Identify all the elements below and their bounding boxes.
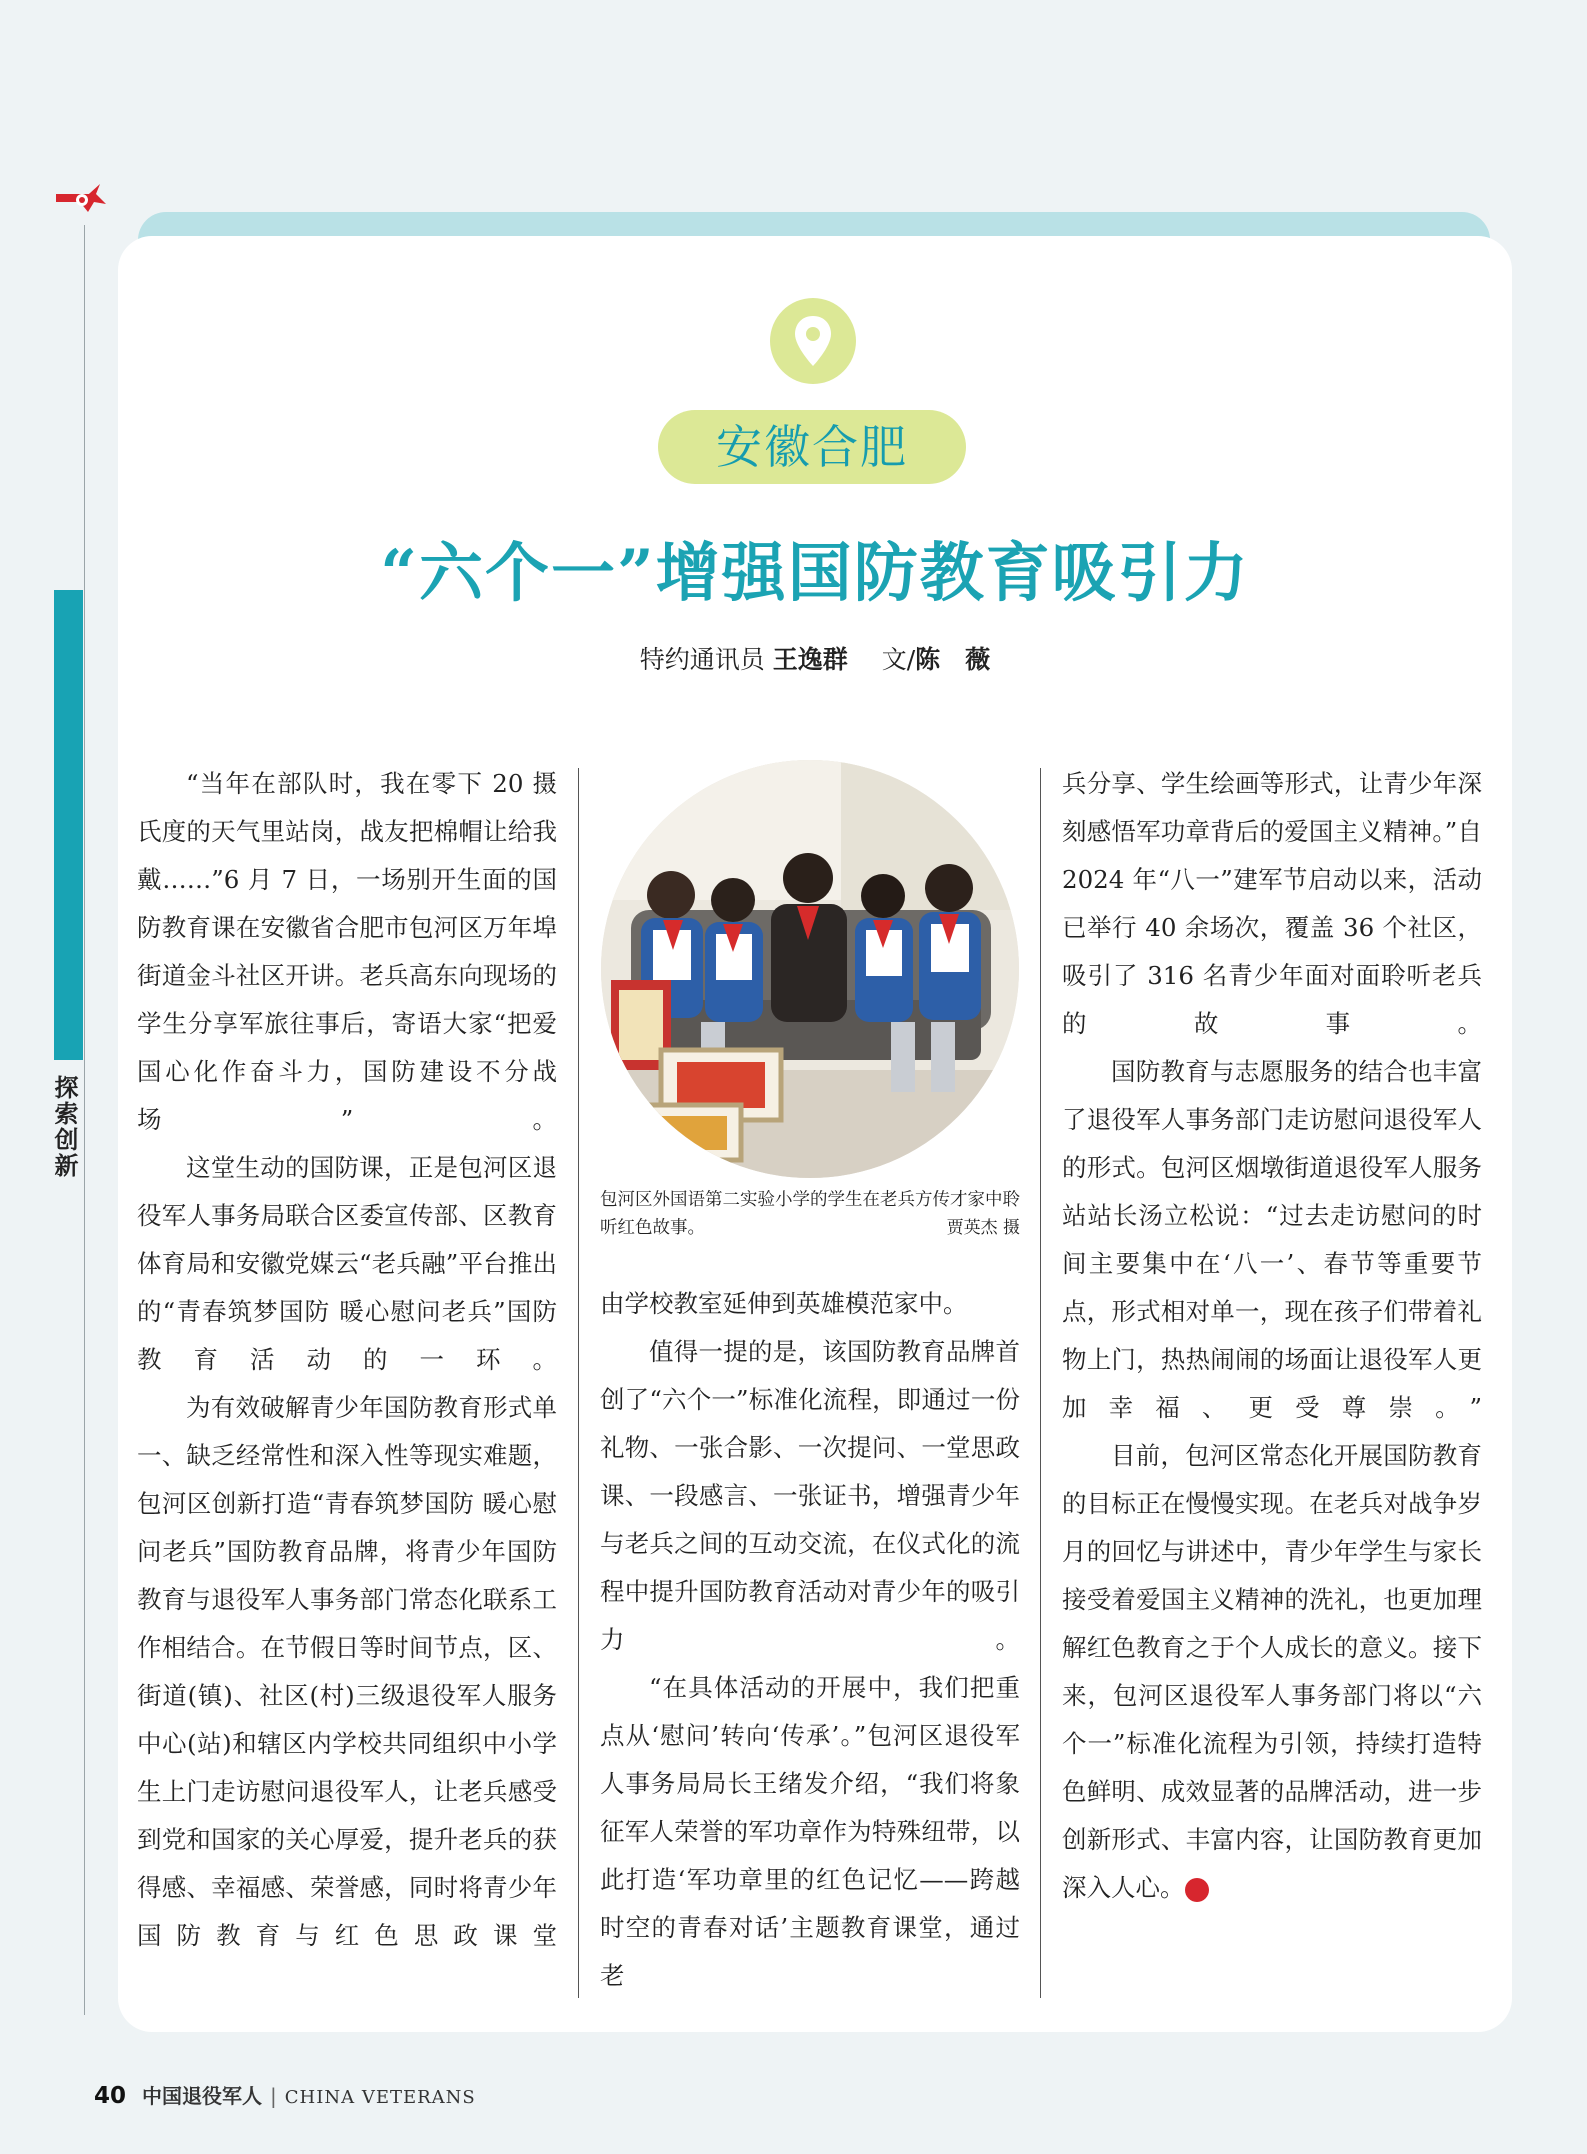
byline-role: 特约通讯员: [639, 645, 765, 674]
paragraph-text: 目前，包河区常态化开展国防教育的目标正在慢慢实现。在老兵对战争岁月的回忆与讲述中，青少年学生与家长接受着爱国主义精神的洗礼，也更加理解红色教育之于个人成长的意义。接下来，包河区退役军人事务部门将以“六个一”标准化流程为引领，持续打造特色鲜明、成效显著的品牌活动，进一步创新形式、丰富内容，让国防教育更加深入人心。: [1062, 1441, 1482, 1902]
article-title: “六个一”增强国防教育吸引力: [380, 536, 1250, 611]
paragraph: 为有效破解青少年国防教育形式单一、缺乏经常性和深入性等现实难题，包河区创新打造“青春筑梦国防 暖心慰问老兵”国防教育品牌，将青少年国防教育与退役军人事务部门常态化联系工作相结合。在节假日等时间节点，区、街道(镇)、社区(村)三级退役军人服务中心(站)和辖区内学校共同组织中小学生上门走访慰问退役军人，让老兵感受到党和国家的关心厚爱，提升老兵的获得感、幸福感、荣誉感，同时将青少年国防教育与红色思政课堂: [137, 1393, 557, 1950]
article-column-3: [1062, 760, 1482, 1912]
paragraph: [1062, 1432, 1482, 1912]
end-mark-icon: V: [1185, 1878, 1209, 1902]
article-photo: [601, 760, 1019, 1178]
article-byline: [150, 640, 1480, 676]
ribbon-logo-icon: [54, 180, 110, 220]
byline-reporter: 王逸群: [772, 645, 848, 674]
byline-author: 陈 薇: [915, 645, 991, 674]
photo-caption: [600, 1186, 1020, 1242]
paragraph: 兵分享、学生绘画等形式，让青少年深刻感悟军功章背后的爱国主义精神。”自 2024 年“八一”建军节启动以来，活动已举行 40 余场次，覆盖 36 个社区，吸引了 316 名青少年面对面聆听老兵的故事。: [1062, 769, 1482, 1038]
photo-illustration: [601, 760, 1019, 1178]
section-color-bar: [54, 590, 83, 1060]
page-number: 40: [94, 2083, 127, 2109]
caption-text: 包河区外国语第二实验小学的学生在老兵方传才家中聆听红色故事。: [600, 1190, 1020, 1238]
paragraph: 由学校教室延伸到英雄模范家中。: [600, 1289, 968, 1318]
paragraph: “在具体活动的开展中，我们把重点从‘慰问’转向‘传承’。”包河区退役军人事务局局长王绪发介绍，“我们将象征军人荣誉的军功章作为特殊纽带，以此打造‘军功章里的红色记忆——跨越时空的青春对话’主题教育课堂，通过老: [600, 1673, 1020, 1990]
column-divider: [1040, 768, 1041, 1998]
column-divider: [578, 768, 579, 1998]
location-badge: [770, 298, 856, 384]
section-label: 探索创新: [50, 1075, 78, 1179]
magazine-english-name: CHINA VETERANS: [284, 2087, 476, 2108]
paragraph: “当年在部队时，我在零下 20 摄氏度的天气里站岗，战友把棉帽让给我戴……”6 月 7 日，一场别开生面的国防教育课在安徽省合肥市包河区万年埠街道金斗社区开讲。老兵高东向现场的学生分享军旅往事后，寄语大家“把爱国心化作奋斗力，国防建设不分战场”。: [137, 769, 557, 1134]
paragraph: 值得一提的是，该国防教育品牌首创了“六个一”标准化流程，即通过一份礼物、一张合影、一次提问、一堂思政课、一段感言、一张证书，增强青少年与老兵之间的互动交流，在仪式化的流程中提升国防教育活动对青少年的吸引力。: [600, 1337, 1020, 1654]
article-column-2: [600, 1280, 1020, 2000]
location-name: 安徽合肥: [658, 410, 966, 484]
paragraph: 这堂生动的国防课，正是包河区退役军人事务局联合区委宣传部、区教育体育局和安徽党媒云“老兵融”平台推出的“青春筑梦国防 暖心慰问老兵”国防教育活动的一环。: [137, 1153, 557, 1374]
article-column-1: [137, 760, 557, 1960]
byline-text-label: 文/: [881, 645, 916, 674]
location-pin-icon: [793, 314, 833, 368]
footer-separator: |: [270, 2084, 277, 2108]
photo-credit: 贾英杰 摄: [946, 1218, 1020, 1238]
page-footer: [94, 2080, 476, 2109]
paragraph: 国防教育与志愿服务的结合也丰富了退役军人事务部门走访慰问退役军人的形式。包河区烟墩街道退役军人服务站站长汤立松说：“过去走访慰问的时间主要集中在‘八一’、春节等重要节点，形式相对单一，现在孩子们带着礼物上门，热热闹闹的场面让退役军人更加幸福、更受尊崇。”: [1062, 1057, 1482, 1422]
margin-rule: [84, 225, 85, 2015]
magazine-name: 中国退役军人: [142, 2084, 263, 2108]
